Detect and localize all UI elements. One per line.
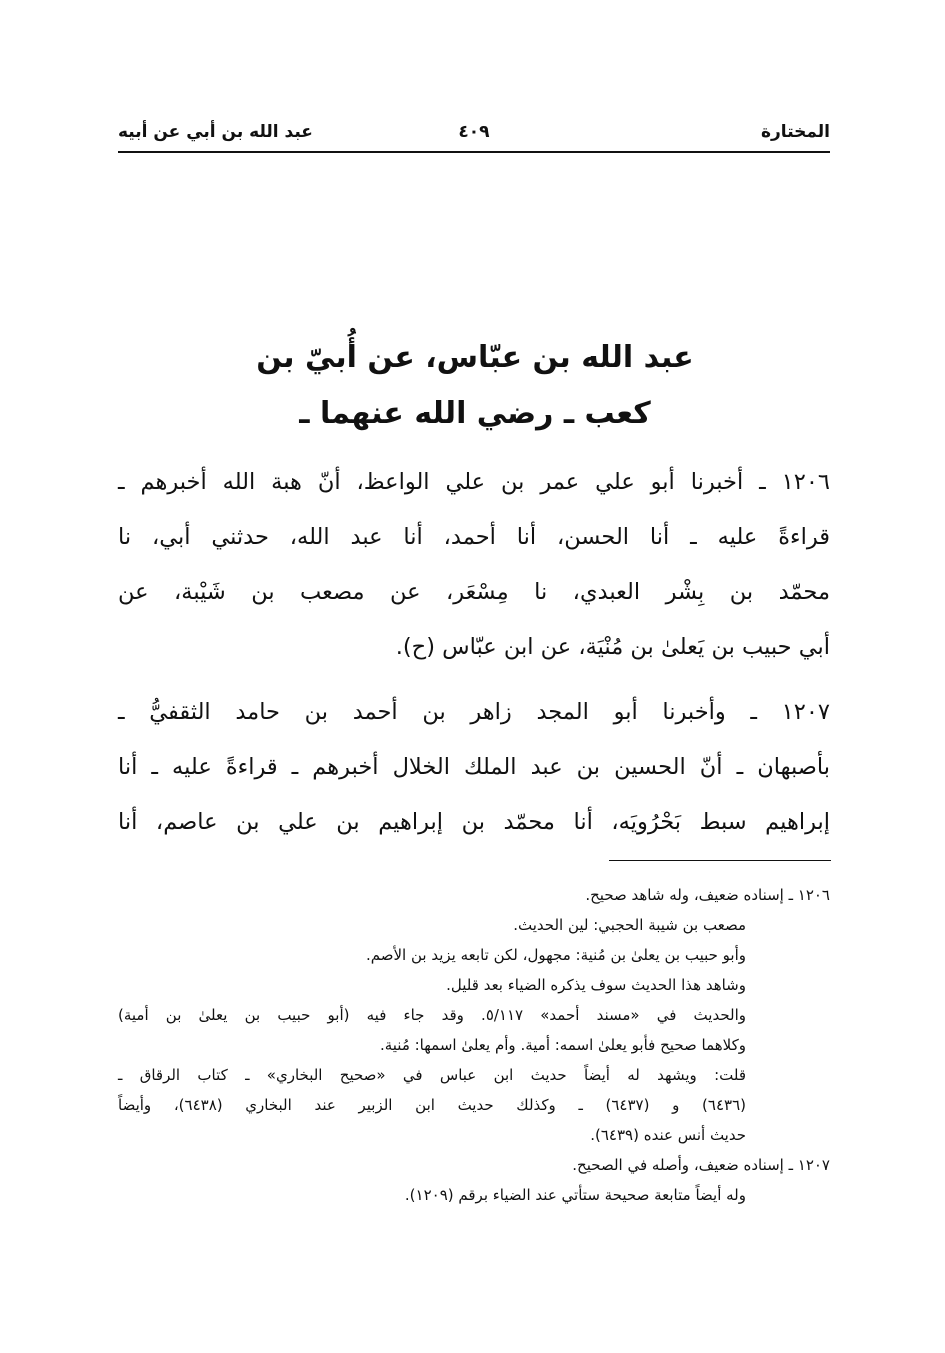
chapter-heading (130, 330, 820, 442)
footnote-line: والحديث في «مسند أحمد» ٥/١١٧. وقد جاء فيه (أبو حبيب بن يعلىٰ بن أمية) (118, 1006, 746, 1024)
footnote-divider (609, 860, 831, 861)
hadith-paragraph-1206 (118, 455, 830, 675)
text-line: قراءةً عليه ـ أنا الحسن، أنا أحمد، أنا عبد الله، حدثني أبي، نا (118, 524, 830, 550)
footnote-line: قلت: ويشهد له أيضاً حديث ابن عباس في «صحيح البخاري» ـ كتاب الرقاق ـ (118, 1066, 746, 1084)
footnote-line: حديث أنس عنده (٦٤٣٩). (590, 1126, 746, 1144)
text-line: محمّد بن بِشْر العبدي، نا مِسْعَر، عن مصعب بن شَيْبة، عن (118, 579, 830, 605)
footnote-line: مصعب بن شيبة الحجبي: لين الحديث. (513, 916, 746, 934)
footnote-line: ١٢٠٧ ـ إسناده ضعيف، وأصله في الصحيح. (572, 1156, 830, 1174)
book-title: المختارة (760, 122, 830, 142)
running-header (118, 118, 830, 152)
text-line: بأصبهان ـ أنّ الحسين بن عبد الملك الخلال أخبرهم ـ قراءةً عليه ـ أنا (118, 754, 830, 780)
footnote-line: وله أيضاً متابعة صحيحة ستأتي عند الضياء برقم (١٢٠٩). (404, 1186, 746, 1204)
chapter-title-line: كعب ـ رضي الله عنهما ـ (299, 396, 651, 431)
main-text (118, 455, 830, 850)
footnotes (118, 880, 830, 1210)
footnote-line: وشاهد هذا الحديث سوف يذكره الضياء بعد قليل. (446, 976, 746, 994)
header-divider (118, 151, 830, 153)
text-line: أبي حبيب بن يَعلىٰ بن مُنْيَة، عن ابن عبّاس (ح). (395, 634, 830, 660)
page-number: ٤٠٩ (458, 122, 490, 142)
footnote-line: وكلاهما صحيح فأبو يعلىٰ اسمه: أمية. وأم يعلىٰ اسمها: مُنية. (379, 1036, 746, 1054)
text-line: ١٢٠٦ ـ أخبرنا أبو علي عمر بن علي الواعظ، أنّ هبة الله أخبرهم ـ (118, 469, 830, 495)
footnote-line: وأبو حبيب بن يعلىٰ بن مُنية: مجهول، لكن تابعه يزيد بن الأصم. (366, 946, 746, 964)
text-line: إبراهيم سبط بَحْرُويَه، أنا محمّد بن إبراهيم بن علي بن عاصم، أنا (118, 809, 830, 835)
section-title: عبد الله بن أبي عن أبيه (118, 122, 313, 142)
text-line: ١٢٠٧ ـ وأخبرنا أبو المجد زاهر بن أحمد بن حامد الثقفيُّ ـ (118, 699, 830, 725)
hadith-paragraph-1207 (118, 685, 830, 850)
footnote-line: ١٢٠٦ ـ إسناده ضعيف، وله شاهد صحيح. (585, 886, 830, 904)
chapter-title-line: عبد الله بن عبّاس، عن أُبيّ بن (256, 340, 694, 375)
footnote-line: (٦٤٣٦) و (٦٤٣٧) ـ وكذلك حديث ابن الزبير عند البخاري (٦٤٣٨)، وأيضاً (118, 1096, 746, 1114)
